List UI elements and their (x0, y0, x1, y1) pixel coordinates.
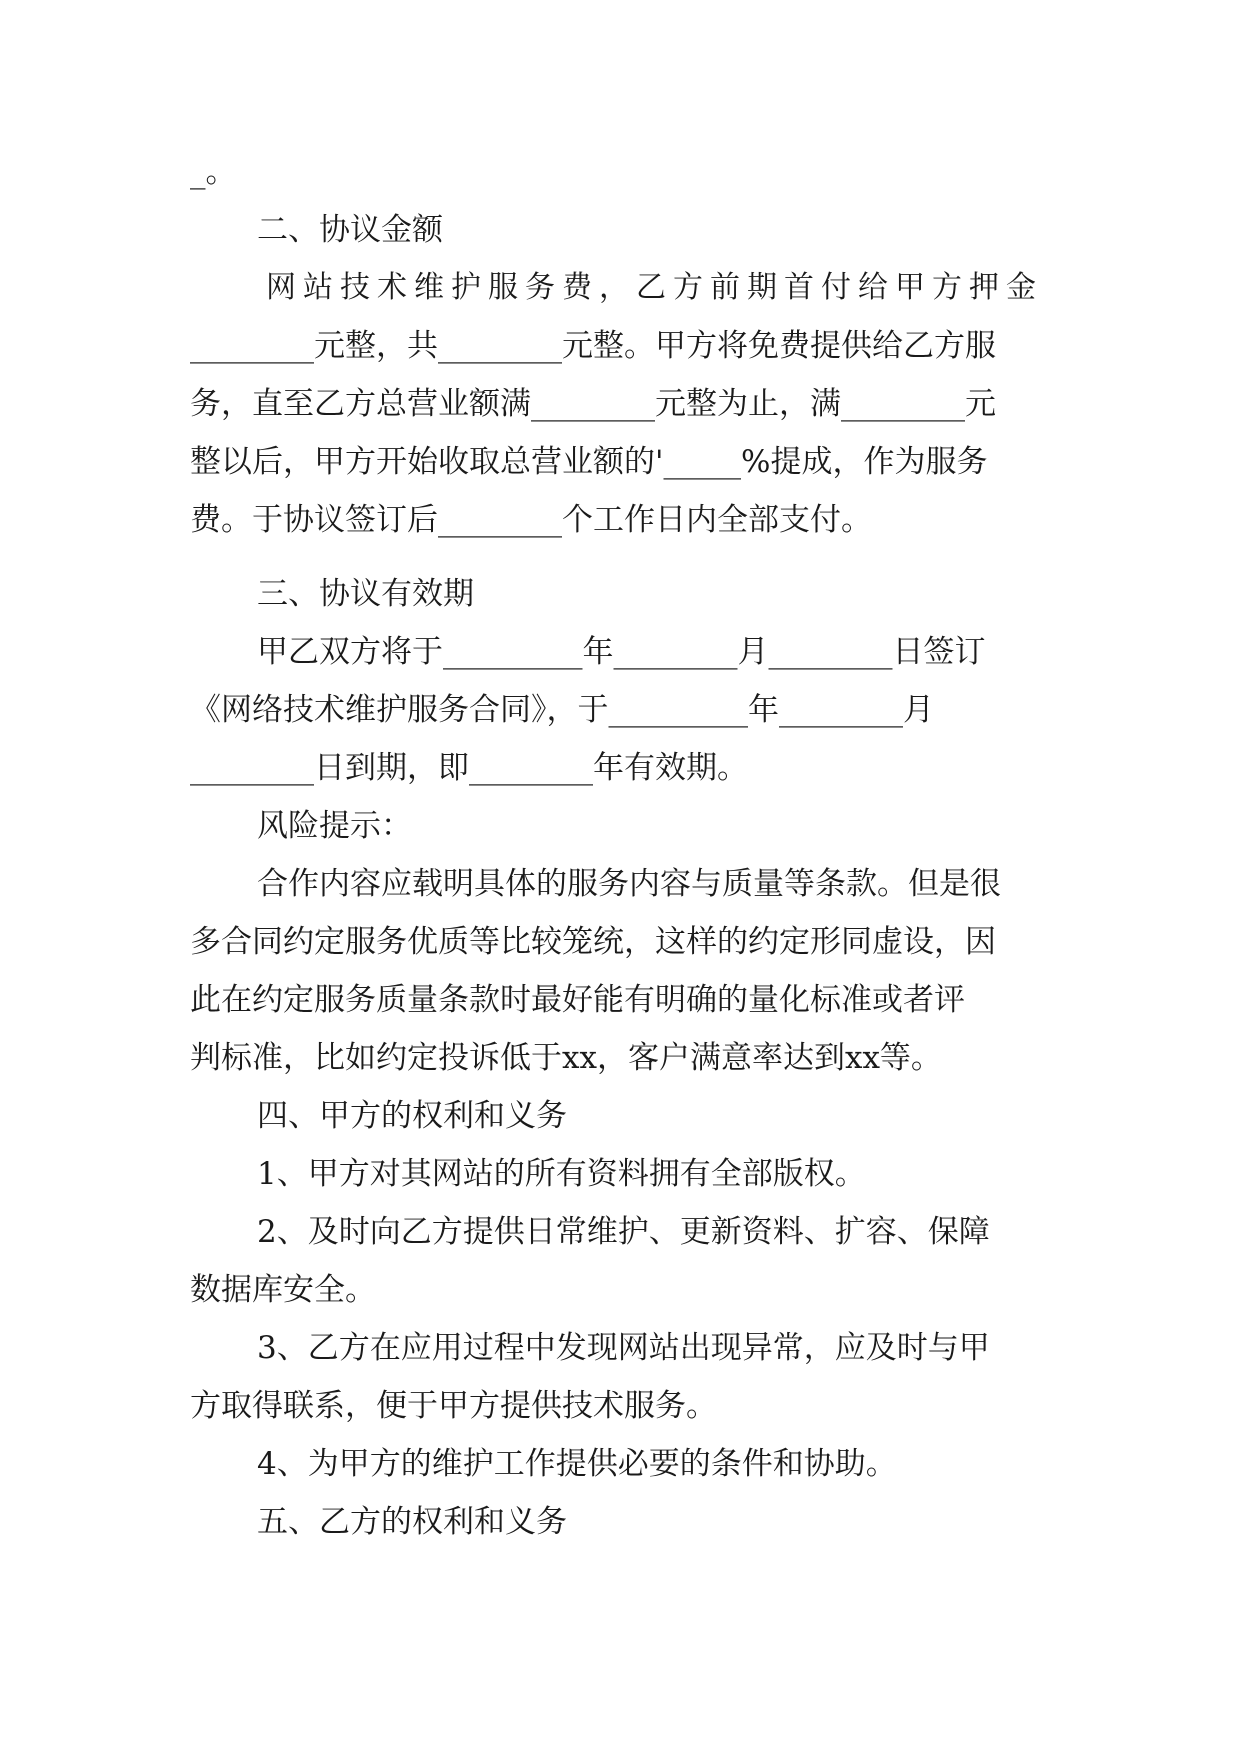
text-line: 数据库安全。 (190, 1272, 376, 1308)
text-line: 合作内容应载明具体的服务内容与质量等条款。但是很 (257, 866, 1001, 902)
text-line: 整以后，甲方开始收取总营业额的'_____%提成，作为服务 (190, 444, 988, 480)
text-line: 此在约定服务质量条款时最好能有明确的量化标准或者评 (190, 982, 965, 1018)
section-heading-party-b-rights: 五、乙方的权利和义务 (257, 1504, 567, 1540)
text-line: 4、为甲方的维护工作提供必要的条件和协助。 (257, 1446, 897, 1482)
text-line: 《网络技术维护服务合同》，于_________年________月 (190, 692, 934, 728)
text-line: 方取得联系，便于甲方提供技术服务。 (190, 1388, 717, 1424)
text-line: _。 (190, 154, 237, 190)
text-line: ________日到期，即________年有效期。 (190, 750, 748, 786)
text-line: 多合同约定服务优质等比较笼统，这样的约定形同虚设，因 (190, 924, 996, 960)
section-heading-validity-period: 三、协议有效期 (257, 576, 474, 612)
text-line: 甲乙双方将于_________年________月________日签订 (257, 634, 986, 670)
risk-notice-heading: 风险提示： (257, 808, 412, 844)
text-line: 1、甲方对其网站的所有资料拥有全部版权。 (257, 1156, 866, 1192)
text-line: 判标准，比如约定投诉低于xx，客户满意率达到xx等。 (190, 1040, 942, 1076)
section-heading-agreement-amount: 二、协议金额 (257, 212, 443, 248)
text-line: ________元整，共________元整。甲方将免费提供给乙方服 (190, 328, 996, 364)
text-line: 3、乙方在应用过程中发现网站出现异常，应及时与甲 (257, 1330, 990, 1366)
text-line: 费。于协议签订后________个工作日内全部支付。 (190, 502, 872, 538)
text-line: 网站技术维护服务费，乙方前期首付给甲方押金 (266, 270, 1043, 305)
text-line: 2、及时向乙方提供日常维护、更新资料、扩容、保障 (257, 1214, 990, 1250)
text-line: 务，直至乙方总营业额满________元整为止，满________元 (190, 386, 996, 422)
section-heading-party-a-rights: 四、甲方的权利和义务 (257, 1098, 567, 1134)
